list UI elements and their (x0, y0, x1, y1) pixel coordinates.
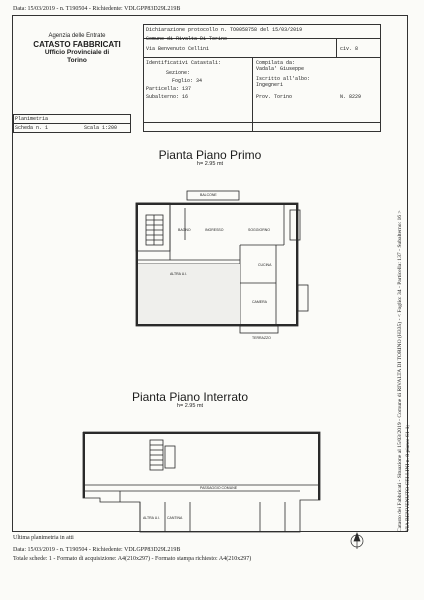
subalterno: Subalterno: 16 (146, 94, 189, 100)
basement-height: h= 2.95 mt (176, 403, 204, 409)
iscritto-value: Ingegneri (256, 82, 284, 88)
room-altra-ud: ALTRA U.I. (170, 272, 188, 276)
dichiarazione-num: TO0058758 (230, 27, 258, 33)
footer-data-line: Data: 15/03/2019 - n. T190504 - Richiedente: VDLGPP83D29L219B (13, 547, 181, 553)
basement-title: Pianta Piano Interrato (131, 390, 249, 404)
particella: Particella: 137 (146, 86, 192, 92)
foglio: Foglio: 34 (172, 78, 203, 84)
footer-schede-line: Totale schede: 1 - Formato di acquisizione: A4(210x297) - Formato stampa richiesto: A4(210x297) (13, 556, 252, 562)
room-altra-ui: ALTRA U.I. (143, 516, 161, 520)
room-soggiorno: SOGGIORNO (248, 228, 270, 232)
sezione: Sezione: (166, 70, 191, 76)
dichiarazione-date-label: del (260, 27, 270, 33)
floor1-title: Pianta Piano Primo (158, 148, 262, 162)
agency-line2: CATASTO FABBRICATI (33, 40, 121, 49)
scala: Scala 1:200 (84, 125, 118, 131)
header-line: Data: 15/03/2019 - n. T190504 - Richiedente: VDLGPP83D29L219B (13, 6, 181, 12)
room-camera-1: CAMERA (252, 300, 267, 304)
agency-line3: Ufficio Provinciale di (44, 49, 110, 56)
planimetria-label: Planimetria (15, 116, 49, 122)
civico: civ. 8 (340, 46, 359, 52)
room-passaggio: PASSAGGIO COMUNE (200, 486, 238, 490)
footer-ultima: Ultima planimetria in atti (13, 535, 74, 541)
numero-iscrizione: N. 8229 (340, 94, 362, 100)
floor1-height: h= 2.95 mt (196, 161, 224, 167)
dichiarazione-date: 15/03/2019 (272, 27, 303, 33)
provincia: Prov. Torino (256, 94, 293, 100)
compilata-label: Compilata da: (256, 60, 296, 66)
scheda: Scheda n. 1 (15, 125, 49, 131)
room-cantina: CANTINA (167, 516, 183, 520)
room-bagno: BAGNO (178, 228, 191, 232)
room-terrazzino: TERRAZZO (252, 336, 271, 340)
identificativi: Identificativi Catastali: (146, 60, 222, 66)
via: Via Benvenuto Cellini (146, 46, 210, 52)
comune: Comune di Rivalta Di Torino (146, 36, 228, 42)
compilata-name: Vadala' Giuseppe (256, 66, 305, 72)
room-cucina: CUCINA (258, 263, 272, 267)
dichiarazione-label: Dichiarazione protocollo n. (146, 27, 228, 33)
side-line-1: Catasto dei Fabbricati - Situazione al 15/03/2019 - Comune di RIVALTA DI TORINO (H335) - < Foglio: 34 - Particella: 137 - Subalterno: 16 > (397, 210, 403, 532)
side-line-2: VIA BENVENUTO CELLINI n. 8 piano: S1-1; (405, 425, 411, 532)
agency-line4: Torino (67, 57, 87, 64)
room-ingresso: INGRESSO (205, 228, 224, 232)
room-balcone: BALCONE (200, 193, 217, 197)
agency-line1: Agenzia delle Entrate (48, 33, 106, 39)
iscritto-label: Iscritto all'albo: (256, 76, 311, 82)
